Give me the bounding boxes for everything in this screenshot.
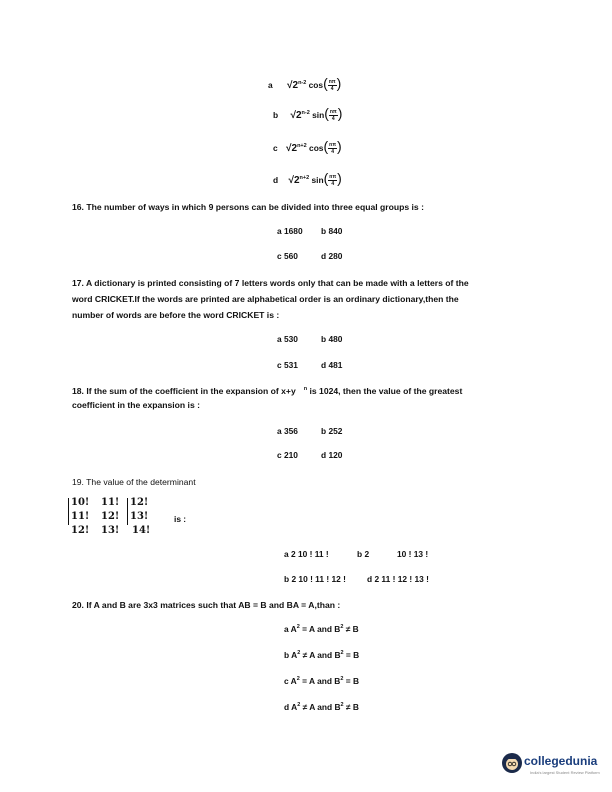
q18-line1-part2: is 1024, then the value of the greatest [307, 386, 463, 396]
q18-option-c: c 210 [277, 450, 298, 460]
determinant [66, 497, 166, 539]
det-cell-r1c3: 12! [130, 497, 149, 508]
logo-mascot-icon [502, 753, 522, 773]
q15-option-b-den: 4 [331, 116, 335, 123]
q18-line1-part1: 18. If the sum of the coefficient in the expansion of x+y [72, 386, 296, 396]
q19-option-b-value: 10 ! 13 ! [397, 549, 429, 559]
q15-option-a-num: nπ [328, 79, 336, 86]
q20-option-b [284, 650, 359, 660]
q20-option-d-mid: ≠ A and B [300, 702, 341, 712]
q18-option-b: b 252 [321, 426, 343, 436]
det-cell-r2c2: 12! [101, 511, 120, 522]
q17-option-d: d 481 [321, 360, 343, 370]
q20-option-b-post: = B [343, 650, 360, 660]
q15-option-c-root: √2 [286, 143, 298, 154]
q20-option-a-sup1: 2 [296, 624, 300, 630]
collegedunia-logo [502, 751, 602, 781]
q19-is: is : [174, 514, 187, 524]
q15-option-a: a √2$^{n-2}$ cos( $\frac{n\pi}{4}$) [268, 75, 342, 93]
q15-option-a-fn: cos [308, 80, 324, 90]
q15-option-c-fn: cos [309, 143, 324, 153]
q15-option-d-fn: sin [311, 175, 324, 185]
q18-line2: coefficient in the expansion is : [72, 400, 200, 410]
q20-option-b-sup1: 2 [297, 650, 301, 656]
q16-option-c: c 560 [277, 251, 298, 261]
q20-option-c-mid: = A and B [299, 676, 341, 686]
q20-option-c-pre: c A [284, 676, 297, 686]
q15-option-d-exp: n+2 [299, 175, 310, 181]
q15-option-c-den: 4 [331, 149, 334, 156]
q15-option-a-root: √2 [287, 80, 299, 91]
q15-option-c: c $√2^{n+2}$ cos( $\frac{n\pi}{4}$) [273, 138, 342, 156]
q19-option-c: b 2 10 ! 11 ! 12 ! [284, 574, 346, 584]
q19-option-d: d 2 11 ! 12 ! 13 ! [367, 574, 429, 584]
q20-option-b-mid: ≠ A and B [300, 650, 341, 660]
q15-option-d-letter: d [273, 175, 279, 185]
q20-option-a [284, 624, 359, 634]
q15-option-c-letter: c [273, 143, 278, 153]
q18-option-d: d 120 [321, 450, 343, 460]
q20-option-c-sup2: 2 [340, 676, 344, 682]
determinant-right-bar [127, 498, 128, 525]
q15-option-a-exp: n-2 [298, 80, 307, 86]
logo-name: collegedunia [524, 754, 598, 768]
det-cell-r3c2: 13! [101, 525, 120, 536]
q15-option-d-den: 4 [331, 181, 335, 188]
q15-option-d-root: √2 [288, 175, 300, 186]
q20-option-d-pre: d A [284, 702, 298, 712]
q15-option-a-letter: a [268, 80, 273, 90]
q15-option-c-exp: n+2 [297, 143, 307, 149]
q20-option-a-sup2: 2 [340, 624, 344, 630]
det-cell-r1c1: 10! [71, 497, 90, 508]
q20-text: 20. If A and B are 3x3 matrices such that AB = B and BA = A,than : [72, 600, 341, 610]
q20-option-b-pre: b A [284, 650, 298, 660]
q17-option-b: b 480 [321, 334, 343, 344]
q15-option-b-root: √2 [290, 110, 302, 121]
det-cell-r1c2: 11! [101, 497, 120, 508]
q20-option-a-pre: a A [284, 624, 297, 634]
q15-option-c-num: nπ [329, 142, 337, 149]
det-cell-r3c3: 14! [132, 525, 151, 536]
q16-option-b: b 840 [321, 226, 343, 236]
q15-option-b-num: nπ [329, 109, 337, 116]
logo-tagline: India's largest Student Review Platform [530, 770, 600, 775]
q19-option-b: b 2 [357, 549, 370, 559]
q18-line1-sup: n [303, 386, 308, 392]
det-cell-r3c1: 12! [71, 525, 90, 536]
q17-line3: number of words are before the word CRICKET is : [72, 310, 280, 320]
q19-text: 19. The value of the determinant [72, 477, 196, 487]
det-cell-r2c3: 13! [130, 511, 149, 522]
q20-option-d [284, 702, 359, 712]
q15-option-b-letter: b [273, 110, 279, 120]
q17-line2: word CRICKET.If the words are printed are alphabetical order is an ordinary dictionary,then the [72, 294, 459, 304]
q15-option-d-num: nπ [329, 174, 337, 181]
q20-option-c-post: = B [343, 676, 360, 686]
q15-option-b: b √2$^{n-2}$ sin( $\frac{n\pi}{4}$) [273, 105, 343, 123]
q20-option-b-sup2: 2 [340, 650, 344, 656]
q16-option-d: d 280 [321, 251, 343, 261]
q20-option-d-sup2: 2 [340, 702, 344, 708]
q15-option-b-fn: sin [312, 110, 325, 120]
q19-option-a: a 2 10 ! 11 ! [284, 549, 329, 559]
q18-option-a: a 356 [277, 426, 298, 436]
det-cell-r2c1: 11! [71, 511, 90, 522]
q15-option-d: d $√2^{n+2}$ sin( $\frac{n\pi}{4}$) [273, 170, 342, 188]
q17-option-a: a 530 [277, 334, 298, 344]
determinant-left-bar [68, 498, 69, 525]
q16-text: 16. The number of ways in which 9 persons can be divided into three equal groups is : [72, 202, 424, 212]
q20-option-c-sup1: 2 [296, 676, 300, 682]
q20-option-a-post: ≠ B [343, 624, 359, 634]
q20-option-d-sup1: 2 [297, 702, 301, 708]
q20-option-c [284, 676, 359, 686]
q15-option-a-den: 4 [330, 86, 334, 93]
q17-option-c: c 531 [277, 360, 298, 370]
q20-option-a-mid: = A and B [299, 624, 341, 634]
q15-option-b-exp: n-2 [301, 110, 310, 116]
q20-option-d-post: ≠ B [343, 702, 359, 712]
q16-option-a: a 1680 [277, 226, 303, 236]
q17-line1: 17. A dictionary is printed consisting of 7 letters words only that can be made with a letters of the [72, 278, 469, 288]
